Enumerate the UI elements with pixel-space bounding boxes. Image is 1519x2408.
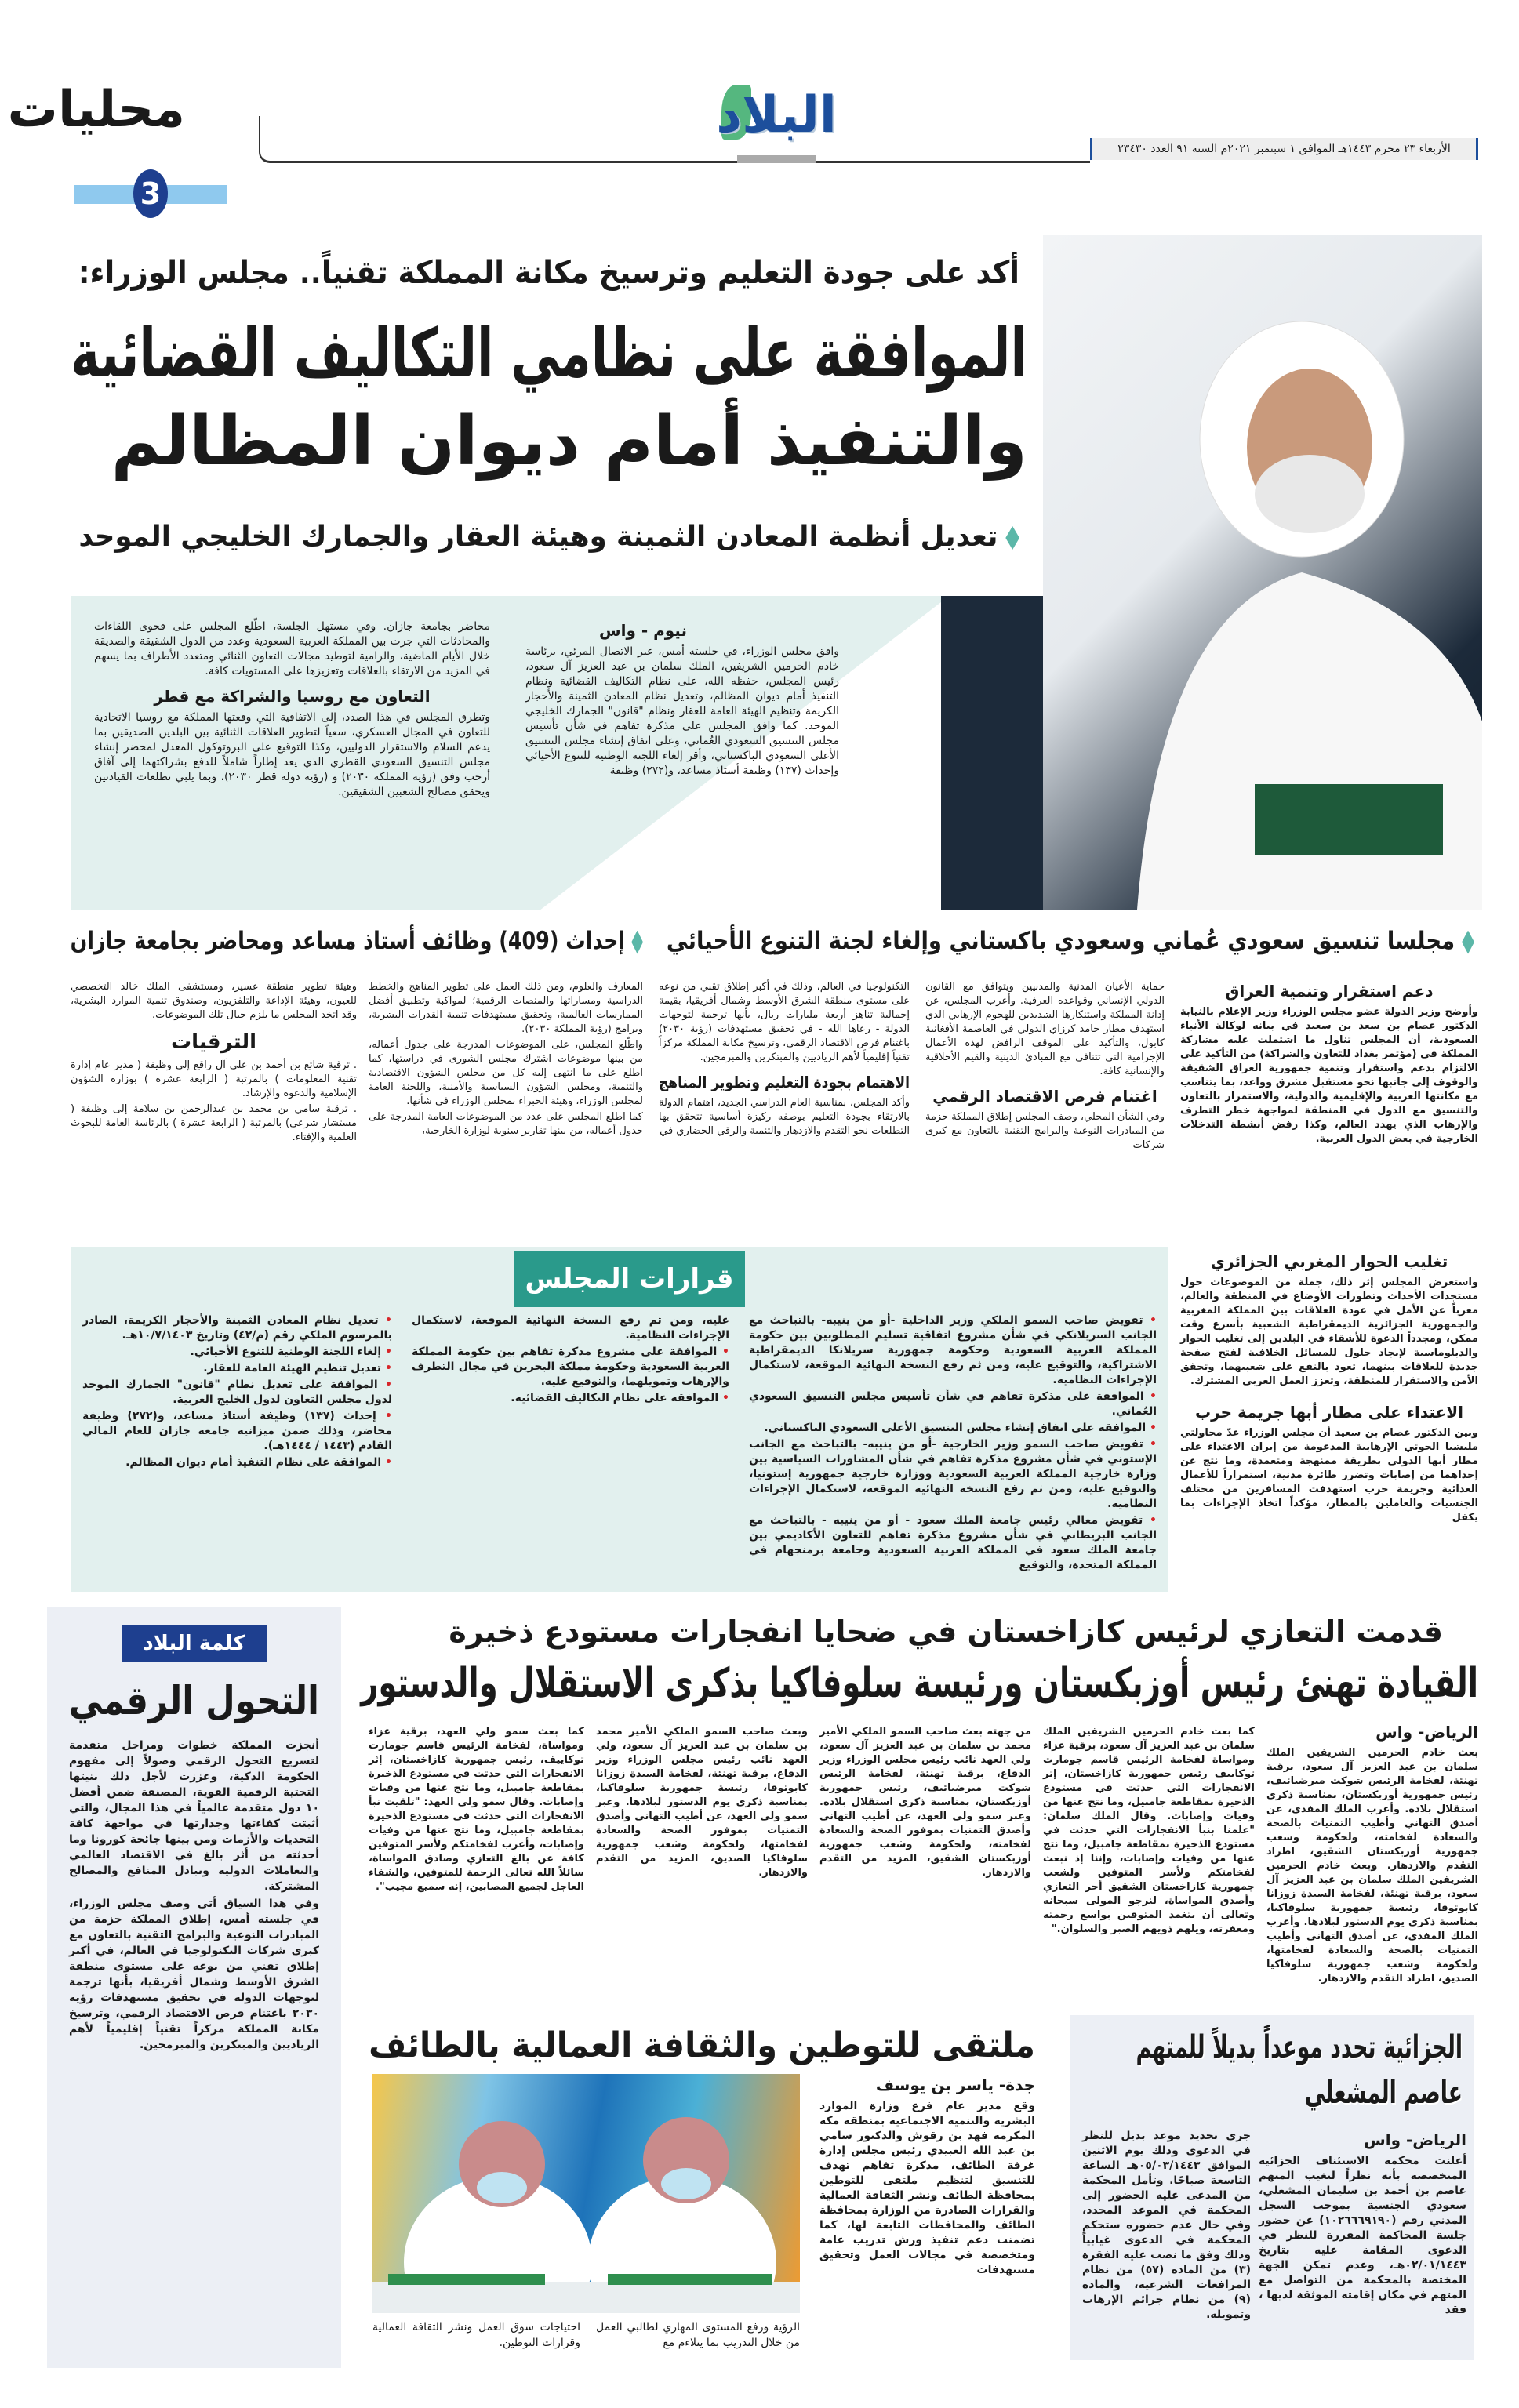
decision-item: • الموافقة على نظام التنفيذ أمام ديوان المظالم.: [125, 1456, 392, 1469]
highlight-1-line: [667, 924, 1474, 958]
signing-photo: [372, 2074, 800, 2313]
editorial-title-text: التحول الرقمي: [68, 1678, 319, 1723]
signing-ceremony-icon: [372, 2074, 800, 2313]
decision-item: • تفويض معالي رئيس جامعة الملك سعود - أو من ينيبه - بالتباحث مع الجانب البريطاني في شأن مشروع مذكرة تفاهم للتعاون الأكاديمي بين جامعة الملك سعود في المملكة العربية السعودية وجامعة برمنجهام في المملكة المتحدة، والتوقيع: [749, 1514, 1157, 1571]
column-tech: [659, 980, 910, 1140]
congrats-col-4: وبعث صاحب السمو الملكي الأمير محمد بن سلمان بن عبد العزيز آل سعود، ولي العهد نائب رئيس مجلس الوزراء وزير الدفاع، برقية تهنئة، لفخامة السيدة زوزانا كابوتوفا، رئيسة جمهورية سلوفاكيا، بمناسبة ذكرى يوم الدستور لبلادها. وعبر سمو ولي العهد، عن أطيب التهاني وأصدق التمنيات بموفور الصحة والسعادة لفخامتها، ولحكومة وشعب جمهورية سلوفاكيا الصديق، المزيد من التقدم والازدهار.: [596, 1726, 808, 1879]
court-text-1: أعلنت محكمة الاستئناف الجزائية المتخصصة بأنه نظراً لتغيب المتهم عاصم بن أحمد بن سليمان المشعلي، سعودي الجنسية بموجب السجل المدني رقم (١٠٢٦٦٦٩١٩٠) عن حضور جلسة المحاكمة المقررة للنظر في الدعوى المقامة عليه بتاريخ ٠٢/٠١/١٤٤٣هـ، وعدم تمكن الجهة المختصة بالمحكمة من التواصل مع المتهم في مكان إقامته الموثقة لديها ، فقد: [1259, 2155, 1466, 2316]
diamond-icon: [1005, 526, 1019, 550]
taif-headline: [369, 2023, 1035, 2068]
maghreb-subhead: [1180, 1251, 1478, 1273]
asir-text: وهيئة تطوير منطقة عسير، ومستشفى الملك خالد التخصصي للعيون، وهيئة الإذاعة والتلفزيون، وصندوق تنمية الموارد البشرية، وقد اتخذ المجلس ما يلزم حيال تلك الموضوعات.: [71, 981, 357, 1021]
promotions-subhead: [71, 1029, 357, 1055]
tech-text: التكنولوجيا في العالم، وذلك في أكبر إطلاق تقني من نوعه على مستوى منطقة الشرق الأوسط وشمال أفريقيا، بقيمة إجمالية تناهز أربعة مليارات ريال، بأنها ترجمة لتوجهات الدولة - رعاها الله - في تحقيق مستهدفات (رؤية ٢٠٣٠) باغتنام فرص الاقتصاد الرقمي، وترسيخ مكانة المملكة مركزاً تقنياً إقليمياً لأهم الرياديين والمبتكرين والمبرمجين.: [659, 981, 910, 1063]
logo-bar: [737, 155, 816, 163]
lead-kicker: [78, 251, 1019, 295]
section-title: محليات: [7, 81, 185, 139]
diamond-icon: [1462, 931, 1474, 954]
portrait-icon: [1043, 235, 1482, 910]
column-iraq: [1180, 980, 1478, 1148]
column-kabul: [925, 980, 1165, 1154]
decision-item: • إلغاء اللجنة الوطنية للتنوع الأحيائي.: [190, 1346, 392, 1358]
iraq-subhead: [1180, 980, 1478, 1002]
congrats-col-5: كما بعث سمو ولي العهد، برقية عزاء ومواساة، لفخامة الرئيس قاسم جومارت توكاييف، رئيس جمهورية كازاخستان، إثر الانفجارات التي حدثت في مستودع الذخيرة بمقاطعة جامبيل، وما نتج عنها من وفيات وإصابات. وقال سمو ولي العهد: "تلقيت نبأ الانفجارات التي حدثت في مستودع الذخيرة بمقاطعة جامبيل، وما نتج عنها من وفيات وإصابات، وأعرب لفخامتكم ولأسر المتوفين كافة عن بالغ التعازي وصادق المواساة، سائلاً الله تعالى الرحمة للمتوفين، والشفاء العاجل لجميع المصابين، إنه سميع مجيب".: [369, 1726, 584, 1893]
congrats-col-2: كما بعث خادم الحرمين الشريفين الملك سلمان بن عبد العزيز آل سعود، برقية عزاء ومواساة لفخامة الرئيس قاسم جومارت توكاييف رئيس جمهورية كازاخستان، إثر الانفجارات التي حدثت في مستودع الذخيرة بمقاطعة جامبيل، وما نتج عنها من وفيات وإصابات. وقال الملك سلمان: "علمنا بنبأ الانفجارات التي حدثت في مستودع الذخيرة بمقاطعة جامبيل، وما نتج عنها من وفيات وإصابات، وإننا إذ نبعث لفخامتكم ولأسر المتوفين ولشعب جمهورية كازاخستان الشقيق أحر التعازي وأصدق المواساة، لنرجو المولى سبحانه وتعالى أن يتغمد المتوفين بواسع رحمته ومغفرته، ويلهم ذويهم الصبر والسلوان.": [1043, 1726, 1255, 1935]
iraq-text: وأوضح وزير الدولة عضو مجلس الوزراء وزير الإعلام بالنيابة الدكتور عصام بن سعد بن سعيد في بيانه لوكالة الأنباء السعودية، أن المجلس تناول ما اشتملت عليه مشاركة المملكة في (مؤتمر بغداد للتعاون والشراكة) من التأكيد على الالتزام بدعم واستقرار وتنمية جمهورية العراق الشقيقة والوقوف إلى جانبها نحو مستقبل مشرق وواعد، بما يتناسب مع مكانتها العربية والإقليمية والدولية، والاستمرار بالتعاون والتنسيق مع الدول في المنطقة لمواجهة خطر التطرف والإرهاب الذي يهدد العالم، وكذا رفض أنشطة التدخلات الخارجية في بعض الدول العربية.: [1180, 1006, 1478, 1145]
column-promotions: [71, 980, 357, 1146]
decisions-title-text: قرارات المجلس: [525, 1263, 734, 1295]
decision-item: عليه، ومن ثم رفع النسخة النهائية الموقعة، لاستكمال الإجراءات النظامية.: [412, 1314, 729, 1342]
reports-text: كما اطلع المجلس على عدد من الموضوعات العامة المدرجة على جدول أعماله، من بينها تقارير سنوية لوزارة الخارجية،: [369, 1111, 643, 1137]
lead-intro-cont-text: محاضر بجامعة جازان. وفي مستهل الجلسة، اطّلع المجلس على فحوى اللقاءات والمحادثات التي جرت بين المملكة العربية السعودية وعدد من الدول الشقيقة والصديقة خلال الأيام الماضية، والرامية لتوطيد مجالات التعاون الثنائي ومتعدد الأطراف بما يسهم في المزيد من الارتقاء بالعلاقات وتعزيزها على المستويات كافة.: [94, 620, 490, 677]
lead-intro-cont: [94, 619, 490, 801]
highlight-2: [71, 924, 643, 958]
taif-article: [819, 2074, 1035, 2279]
promotions-subhead-text: الترقيات: [171, 1030, 256, 1054]
dateline: الأربعاء ٢٣ محرم ١٤٤٣هـ الموافق ١ سبتمبر ٢٠٢١م السنة ٩١ العدد ٢٣٤٣٠: [1090, 138, 1478, 160]
decisions-col-3: [82, 1313, 392, 1472]
iraq-subhead-text: دعم استقرار وتنمية العراق: [1225, 982, 1434, 1001]
curricula-text: المعارف والعلوم، ومن ذلك العمل على تطوير المناهج والخطط الدراسية ومساراتها والمنصات الرقمية؛ لمواكبة وتطبيق أفضل الممارسات العالمية، وتحقيق مستهدفات تنمية القدرات البشرية، وبرامج (رؤية المملكة ٢٠٣٠).: [369, 981, 643, 1035]
edu-subhead: [659, 1071, 910, 1093]
king-photo: [1043, 235, 1482, 910]
edu-text: وأكد المجلس، بمناسبة العام الدراسي الجديد، اهتمام الدولة بالارتقاء بجودة التعليم بوصفه ركيزة أساسية تتحقق بها التطلعات نحو التقدم والازدهار والتنمية والرقي الحضاري في: [659, 1097, 910, 1137]
russia-subhead: [94, 685, 490, 707]
court-col-1: [1259, 2129, 1466, 2319]
digital-subhead-text: اغتنام فرص الاقتصاد الرقمي: [932, 1087, 1157, 1106]
decisions-col-2: [412, 1313, 729, 1407]
digital-subhead: [925, 1085, 1165, 1107]
photo-caption-1: الرؤية ورفع المستوى المهاري لطالبي العمل من خلال التدريب بما يتلاءم مع: [596, 2321, 800, 2349]
decision-item: • الموافقة على اتفاق إنشاء مجلس التنسيق الأعلى السعودي الباكستاني.: [764, 1422, 1157, 1434]
russia-subhead-text: التعاون مع روسيا والشراكة مع قطر: [154, 687, 431, 706]
congrats-headline-text: القيادة تهنئ رئيس أوزبكستان ورئيسة سلوفاكيا بذكرى الاستقلال والدستور: [361, 1660, 1479, 1707]
decision-item: • تفويض صاحب السمو الملكي وزير الداخلية -أو من ينيبه- بالتباحث مع الجانب السريلانكي في شأن مشروع اتفاقية تسليم المطلوبين بين حكومة المملكة العربية السعودية وحكومة جمهورية سريلانكا الديمقراطية الاشتراكية، والتوقيع عليه، ومن ثم رفع النسخة النهائية الموقعة، لاستكمال الإجراءات النظامية.: [749, 1314, 1157, 1386]
highlight-2-text: إحداث (409) وظائف أستاذ مساعد ومحاضر بجامعة جازان: [70, 927, 626, 955]
promotion-item: . ترقية سامي بن محمد بن عبدالرحمن بن سلامة إلى وظيفة ( مستشار شرعي) بالمرتبة ( الرابعة عشرة ) بالرئاسة العامة للبحوث العلمية والإفتاء.: [71, 1103, 357, 1143]
highlight-1: [667, 924, 1474, 958]
decision-item: • الموافقة على نظام التكاليف القضائية.: [511, 1392, 729, 1404]
agenda-text: واطّلع المجلس، على الموضوعات المدرجة على جدول أعماله، من بينها موضوعات اشترك مجلس الشورى في دراستها، كما اطلع على ما انتهى إليه كل من مجلس الشؤون الاقتصادية والتنمية، ومجلس الشؤون السياسية والأمنية، واللجنة العامة لمجلس الوزراء، وهيئة الخبراء بمجلس الوزراء في شأنها.: [369, 1039, 643, 1107]
kabul-text: حماية الأعيان المدنية والمدنيين ويتوافق مع القانون الدولي الإنساني وقواعده العرفية. وأعرب المجلس، عن إدانة المملكة واستنكارها الشديدين للهجوم الإرهابي الذي استهدف مطار حامد كرزاي الدولي في العاصمة الأفغانية كابول، والتأكيد على الموقف الرافض لهذه الأعمال الإجرامية التي تتنافى مع المبادئ الدينية والقيم الأخلاقية والإنسانية كافة.: [925, 981, 1165, 1077]
page-number-badge: 3: [133, 169, 168, 218]
taif-byline: جدة- ياسر بن يوسف: [875, 2076, 1035, 2094]
editorial-label: كلمة البلاد: [122, 1625, 267, 1662]
decision-item: • إحداث (١٣٧) وظيفة أستاذ مساعد، و(٢٧٢) وظيفة محاضر، وذلك ضمن ميزانية جامعة جازان للعام المالي القادم (١٤٤٣ / ١٤٤٤هـ).: [82, 1410, 393, 1452]
lead-subhead-text: تعديل أنظمة المعادن الثمينة وهيئة العقار والجمارك الخليجي الموحد: [78, 521, 998, 553]
lead-byline: نيوم - واس: [599, 621, 687, 640]
edu-subhead-text: الاهتمام بجودة التعليم وتطوير المناهج: [658, 1073, 910, 1091]
editorial-box: [47, 1607, 341, 2368]
highlight-2-line: [71, 924, 643, 958]
logo: [690, 78, 863, 165]
highlight-1-text: مجلسا تنسيق سعودي عُماني وسعودي باكستاني وإلغاء لجنة التنوع الأحيائي: [666, 927, 1455, 955]
column-curricula: [369, 980, 643, 1140]
lead-intro-text: وافق مجلس الوزراء، في جلسته أمس، عبر الاتصال المرئي، برئاسة خادم الحرمين الشريفين، الملك سلمان بن عبد العزيز آل سعود، رئيس المجلس، حفظه الله، على نظام التكاليف القضائية ونظام التنفيذ أمام ديوان المظالم، وتعديل نظام المعادن الثمينة والأحجار الكريمة وتنظيم الهيئة العامة للعقار ونظام "قانون" الجمارك الخليجي الموحد. كما وافق المجلس على مذكرة تفاهم في شأن تأسيس مجلس التنسيق السعودي العُماني، وعلى اتفاق إنشاء مجلس التنسيق الأعلى السعودي الباكستاني، وأقر إلغاء اللجنة الوطنية للتنوع الأحيائي وإحداث (١٣٧) وظيفة أستاذ مساعد، و(٢٧٢) وظيفة: [525, 645, 839, 777]
abha-text: وبين الدكتور عصام بن سعيد أن مجلس الوزراء عدّ محاولتي مليشيا الحوثي الإرهابية المدعومة من إيران الاعتداء على مطار أبها الدولي بطريقة ممنهجة ومتعمدة، وما نتج عن إحداهما من إصابات وتضرر طائرة مدنية، استمراراً للأعمال العدائية وجريمة حرب استهدفت المسافرين من مختلف الجنسيات والعاملين بالمطار، مؤكداً اتخاذ الإجراءات بما يكفل: [1180, 1427, 1478, 1524]
court-byline: الرياض- واس: [1364, 2130, 1466, 2149]
lead-photo-backdrop: [941, 596, 1043, 910]
congrats-headline: [361, 1656, 1478, 1711]
congrats-col-3: من جهته بعث صاحب السمو الملكي الأمير محمد بن سلمان بن عبد العزيز آل سعود، ولي العهد نائب رئيس مجلس الوزراء وزير الدفاع، برقية تهنئة، لفخامة الرئيس شوكت ميرضيائيف، رئيس جمهورية أوزبكستان، بمناسبة ذكرى استقلال بلاده. وعبر سمو ولي العهد، عن أطيب التهاني وأصدق التمنيات بموفور الصحة والسعادة لفخامته، ولحكومة وشعب جمهورية أوزبكستان الشقيق، المزيد من التقدم والازدهار.: [819, 1726, 1031, 1879]
lead-headline: [71, 310, 1027, 485]
decisions-col-1: [749, 1313, 1157, 1574]
lead-headline-line-2: والتنفيذ أمام ديوان المظالم: [111, 402, 1027, 481]
lead-intro: [525, 619, 855, 780]
decision-item: • تفويض صاحب السمو وزير الخارجية -أو من ينيبه- بالتباحث مع الجانب الإستوني في شأن مشروع مذكرة تفاهم في شأن المشاورات السياسية بين وزارة خارجية المملكة العربية السعودية ووزارة خارجية جمهورية إستونيا، والتوقيع عليه، ومن ثم رفع النسخة النهائية الموقعة، لاستكمال الإجراءات النظامية.: [749, 1438, 1157, 1510]
congrats-kicker: [369, 1611, 1443, 1652]
court-headline-text: الجزائية تحدد موعداً بديلاً للمتهم عاصم المشعلي: [1136, 2029, 1463, 2111]
column-maghreb: [1180, 1251, 1478, 1527]
taif-text: وقع مدير عام فرع وزارة الموارد البشرية والتنمية الاجتماعية بمنطقة مكة المكرمة فهد بن رقوش والدكتور سامي بن عبد الله العبيدي رئيس مجلس إدارة غرفة الطائف، مذكرة تفاهم تهدف للتنسيق لتنظيم ملتقى للتوطين بمحافظة الطائف ونشر الثقافة العمالية والقرارات الصادرة من الوزارة بمحافظة الطائف والمحافظات التابعة لها، كما تضمنت دعم تنفيذ ورش تدريب عامة ومتخصصة في مجالات العمل وتحقيق مستهدفات: [819, 2100, 1035, 2276]
diamond-icon: [631, 931, 643, 954]
abha-subhead: [1180, 1401, 1478, 1423]
logo-text: البلاد: [716, 86, 837, 144]
header-rule: [259, 116, 1090, 163]
lead-kicker-text: أكد على جودة التعليم وترسيخ مكانة المملكة تقنياً.. مجلس الوزراء:: [78, 255, 1019, 291]
court-col-2: جرى تحديد موعد بديل للنظر في الدعوى وذلك يوم الاثنين الموافق ٠٥/٠٣/١٤٤٣هـ الساعة التاسعة صباحًا. وتأمل المحكمة من المدعى عليه الحضور إلى المحكمة في الموعد المحدد، وفي حال عدم حضوره ستحكم المحكمة في الدعوى غيابياً وذلك وفق ما نصت عليه الفقرة (٣) من المادة (٥٧) من نظام المرافعات الشرعية، والمادة (٩) من نظام جرائم الإرهاب وتمويله.: [1082, 2130, 1251, 2321]
court-headline: [1086, 2025, 1463, 2119]
abha-subhead-text: الاعتداء على مطار أبها جريمة حرب: [1195, 1403, 1463, 1422]
maghreb-subhead-text: تغليب الحوار المغربي الجزائري: [1210, 1252, 1448, 1271]
lead-subhead-line: [78, 518, 1019, 557]
congrats-kicker-text: قدمت التعازي لرئيس كازاخستان في ضحايا انفجارات مستودع ذخيرة: [449, 1614, 1443, 1649]
photo-caption-2: احتياجات سوق العمل ونشر الثقافة العمالية وقرارات التوطين.: [372, 2321, 580, 2349]
lead-headline-line-1: الموافقة على نظامي التكاليف القضائية: [71, 314, 1028, 393]
decision-item: • الموافقة على مذكرة تفاهم في شأن تأسيس مجلس التنسيق السعودي العُماني.: [749, 1390, 1157, 1418]
digital-text: وفي الشأن المحلي، وصف المجلس إطلاق المملكة حزمة من المبادرات النوعية والبرامج التقنية بالتعاون مع كبرى شركات: [925, 1111, 1165, 1151]
decision-item: • الموافقة على مشروع مذكرة تفاهم بين حكومة المملكة العربية السعودية وحكومة مملكة البحرين في مجال التطرف والإرهاب وتمويلهما، والتوقيع عليه.: [412, 1346, 729, 1388]
maghreb-text: واستعرض المجلس إثر ذلك، جملة من الموضوعات حول مستجدات الأحداث وتطورات الأوضاع في المنطقة والعالم، معرباً عن الأمل في عودة العلاقات بين المملكة المغربية والجمهورية الجزائرية الديمقراطية الشعبية بأسرع وقت ممكن، ومجدداً الدعوة للأشقاء في البلدين إلى تغليب الحوار والدبلوماسية لإيجاد حلول للمسائل الخلافية لفتح صفحة جديدة للعلاقات بينهما، تعود بالنفع على شعبيهما، وتحقق الأمن والاستقرار للمنطقة، وتعزز العمل العربي المشترك.: [1180, 1277, 1478, 1387]
decision-item: • تعديل نظام المعادن الثمينة والأحجار الكريمة، الصادر بالمرسوم الملكي رقم (م/٤٢) وتاريخ ١٠/٧/١٤٠٣هـ.: [82, 1314, 392, 1342]
congrats-text: بعث خادم الحرمين الشريفين الملك سلمان بن عبد العزيز آل سعود، برقية تهنئة، لفخامة الرئيس شوكت ميرضيائيف، رئيس جمهورية أوزبكستان، بمناسبة ذكرى استقلال بلاده. وأعرب الملك المفدى، عن أصدق التهاني وأطيب التمنيات بالصحة والسعادة لفخامته، ولحكومة وشعب جمهورية أوزبكستان الشقيق، اطراد التقدم والازدهار. وبعث خادم الحرمين الشريفين الملك سلمان بن عبد العزيز آل سعود، برقية تهنئة، لفخامة السيدة زوزانا كابوتوفا، رئيسة جمهورية سلوفاكيا، بمناسبة ذكرى يوم الدستور لبلادها. وأعرب الملك المفدى، عن أصدق التهاني وأطيب التمنيات بالصحة والسعادة لفخامتها، ولحكومة وشعب جمهورية سلوفاكيا الصديق، اطراد التقدم والازدهار.: [1266, 1747, 1478, 1985]
promotion-item: . ترقية شائع بن أحمد بن علي آل راقع إلى وظيفة ( مدير عام إدارة تقنية المعلومات ) بالمرتبة ( الرابعة عشرة ) بوزارة الشؤون الإسلامية والدعوة والإرشاد.: [71, 1059, 357, 1099]
taif-headline-text: ملتقى للتوطين والثقافة العمالية بالطائف: [369, 2025, 1035, 2065]
russia-text: وتطرق المجلس في هذا الصدد، إلى الاتفاقية التي وقعتها المملكة مع روسيا الاتحادية للتعاون في المجال العسكري، سعياً لتطوير العلاقات الثنائية بين البلدين الصديقين بما يدعم السلام والاستقرار الدوليين، وكذا التوقيع على البروتوكول المعدل لمحضر إنشاء مجلس التنسيق السعودي القطري الذي يعد إطاراً شاملاً للدفع بشراكتهما إلى آفاق أرحب وفق (رؤية المملكة ٢٠٣٠) و (رؤية دولة قطر ٢٠٣٠)، وبما يلبي تطلعات القيادتين ويحقق مصالح الشعبين الشقيقين.: [94, 711, 490, 798]
editorial-title: [69, 1673, 319, 1728]
congrats-byline: الرياض- واس: [1375, 1723, 1478, 1742]
lead-subhead: [78, 518, 1019, 557]
editorial-text: أنجزت المملكة خطوات ومراحل متقدمة لتسريع التحول الرقمي وصولاً إلى مفهوم الحكومة الذكية، وعززت لأجل ذلك بنيتها التحتية الرقمية القوية، المصنفة ضمن أفضل ١٠ دول متقدمة عالمياً في هذا المجال، والتي أثبتت كفاءتها وجدارتها في مواجهة كافة التحديات والأزمات ومن بينها جائحة كورونا وما أحدثته من أثر بالغ في الاقتصاد العالمي والتعاملات الدولية وتبادل المنافع والمصالح المشتركة.: [69, 1739, 319, 1893]
congrats-col-1: [1266, 1721, 1478, 1988]
decision-item: • الموافقة على تعديل نظام "قانون" الجمارك الموحد لدول مجلس التعاون لدول الخليج العربية.: [82, 1378, 393, 1406]
decisions-title: [514, 1251, 745, 1307]
editorial-text-2: وفي هذا السياق أتى وصف مجلس الوزراء، في جلسته أمس، إطلاق المملكة حزمة من المبادرات النوعية والبرامج التقنية بالتعاون مع كبرى شركات التكنولوجيا في العالم، في أكبر إطلاق تقني من نوعه على مستوى منطقة الشرق الأوسط وشمال أفريقيا، بأنها ترجمة لتوجهات الدولة في تحقيق مستهدفات رؤية ٢٠٣٠ باغتنام فرص الاقتصاد الرقمي، وترسيخ مكانة المملكة مركزاً تقنياً إقليمياً لأهم الرياديين والمبتكرين والمبرمجين.: [69, 1898, 319, 2051]
decision-item: • تعديل تنظيم الهيئة العامة للعقار.: [203, 1362, 392, 1375]
